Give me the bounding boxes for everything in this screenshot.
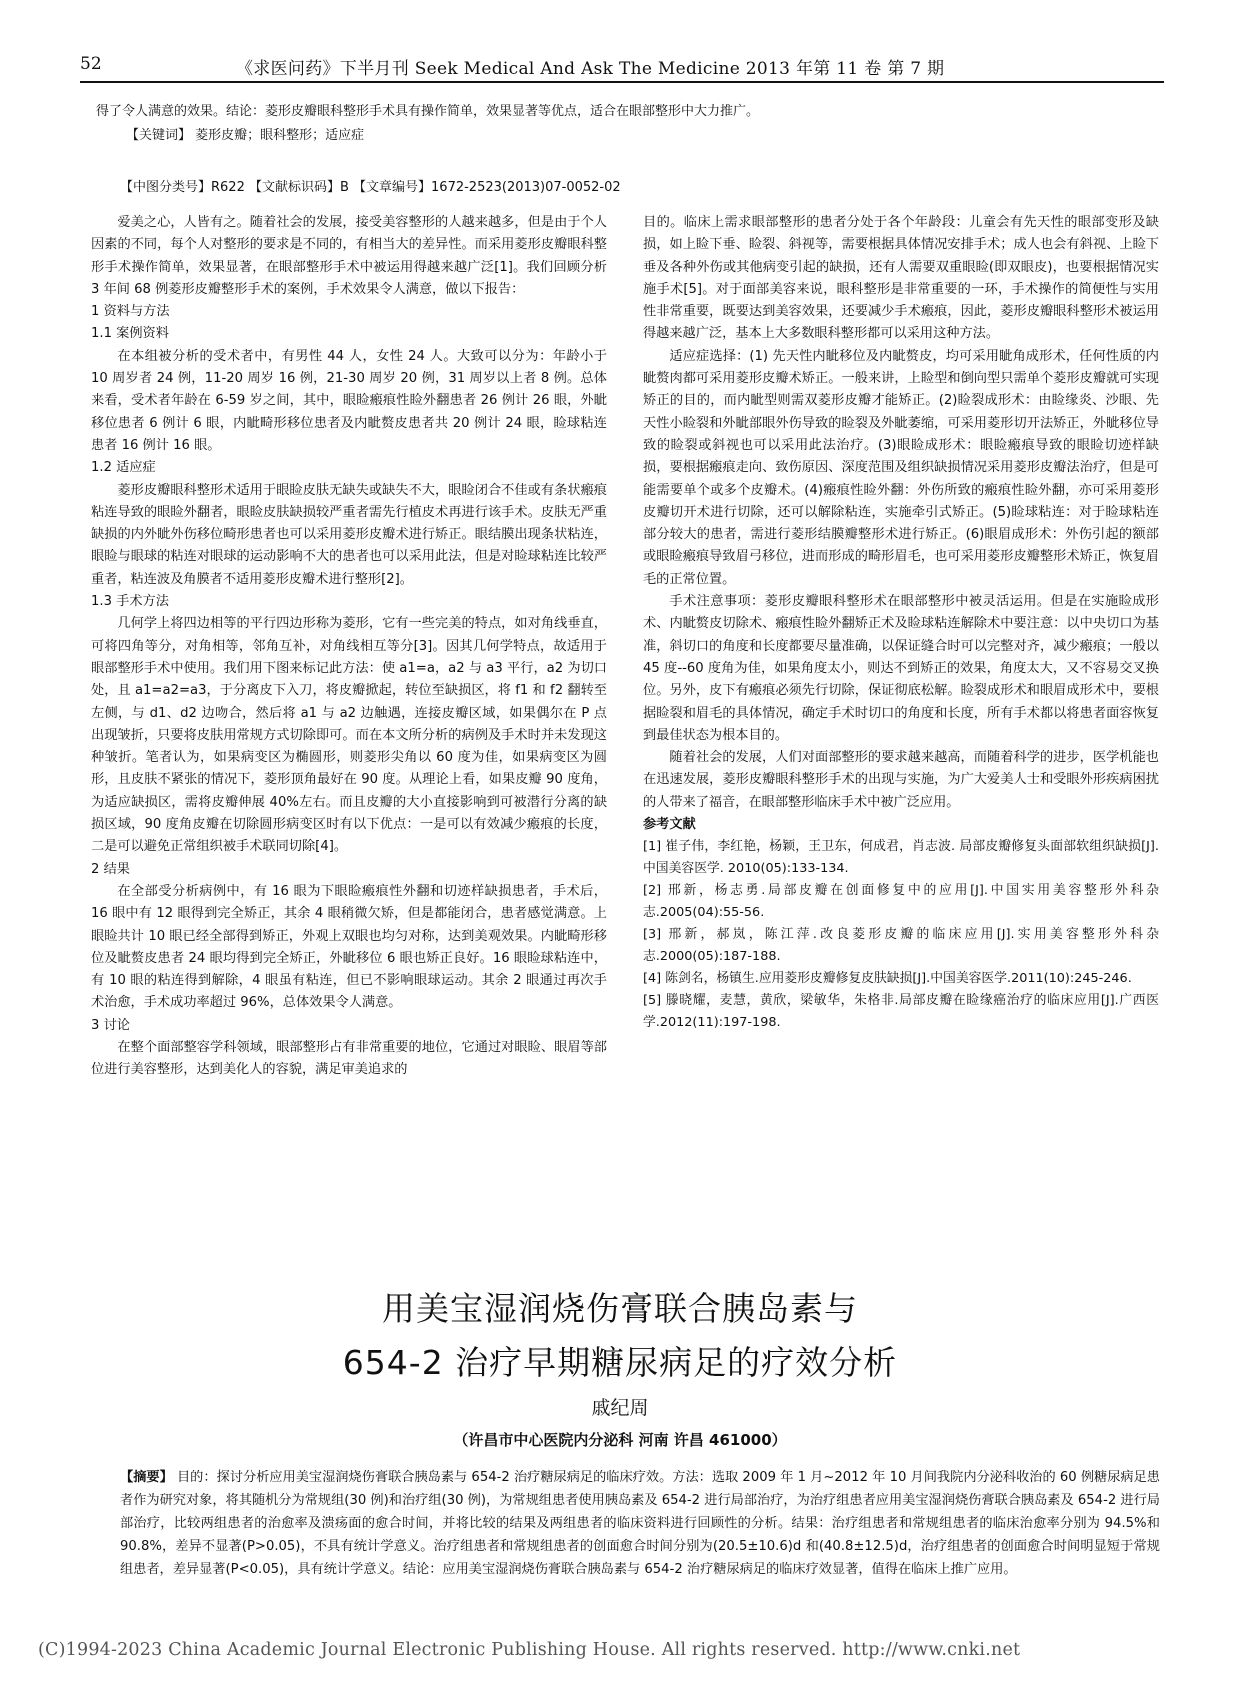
left-col-paragraph: 菱形皮瓣眼科整形术适用于眼睑皮肤无缺失或缺失不大，眼睑闭合不佳或有条状瘢痕粘连导致的眼睑外翻者，眼睑皮肤缺损较严重者需先行植皮术再进行该手术。皮肤无严重缺损的内外眦外伤移位畸形患者也可以采用菱形皮瓣术进行矫正。眼结膜出现条状粘连，眼睑与眼球的粘连对眼球的运动影响不大的患者也可以采用此法，但是对睑球粘连比较严重者，粘连波及角膜者不适用菱形皮瓣术进行整形[2]。 [91,482,607,587]
article2-author: 戚纪周 [591,1397,649,1419]
right-col-paragraph: 适应症选择：(1) 先天性内眦移位及内眦赘皮，均可采用眦角成形术，任何性质的内眦赘肉都可采用菱形皮瓣术矫正。一般来讲，上睑型和倒向型只需单个菱形皮瓣就可实现矫正的目的，而内眦型则需双菱形皮瓣才能矫正。(2)睑裂成形术：由睑缘炎、沙眼、先天性小睑裂和外眦部眼外伤导致的睑裂及外眦萎缩，可采用菱形切开法矫正，外眦移位导致的睑裂或斜视也可以采用此法治疗。(3)眼睑成形术：眼睑瘢痕导致的眼睑切迹样缺损，要根据瘢痕走向、致伤原因、深度范围及组织缺损情况采用菱形皮瓣法治疗，但是可能需要单个或多个皮瓣术。(4)瘢痕性睑外翻：外伤所致的瘢痕性睑外翻，亦可采用菱形皮瓣切开术进行切除，还可以解除粘连，实施牵引式矫正。(5)睑球粘连：对于睑球粘连部分较大的患者，需进行菱形结膜瓣整形术进行矫正。(6)眼眉成形术：外伤引起的额部或眼睑瘢痕导致眉弓移位，进而形成的畸形眉毛，也可采用菱形皮瓣整形术矫正，恢复眉毛的正常位置。 [643,348,1159,587]
journal-title: 《求医问药》下半月刊 Seek Medical And Ask The Medicine 2013 年第 11 卷 第 7 期 [236,59,945,79]
header-rule [80,81,1164,83]
article2-affiliation: （许昌市中心医院内分泌科 河南 许昌 461000） [453,1431,787,1449]
reference-item: [5] 滕晓耀，麦慧，黄欣，梁敏华，朱格非.局部皮瓣在睑缘癌治疗的临床应用[J].广西医学.2012(11):197-198. [643,993,1159,1031]
article1-intro [96,100,1156,148]
abstract-tail: 得了令人满意的效果。结论：菱形皮瓣眼科整形手术具有操作简单，效果显著等优点，适合在眼部整形中大力推广。 [96,104,760,119]
abstract-label: 【摘要】 [120,1470,173,1485]
right-column [643,212,1159,1034]
reference-item: [1] 崔子伟，李红艳，杨颖，王卫东，何成君，肖志波. 局部皮瓣修复头面部软组织缺损[J].中国美容医学. 2010(05):133-134. [643,839,1159,877]
reference-item: [3] 邢新，郝岚，陈江萍.改良菱形皮瓣的临床应用[J].实用美容整形外科杂志.2000(05):187-188. [643,927,1159,965]
left-col-paragraph: 在本组被分析的受术者中，有男性 44 人，女性 24 人。大致可以分为：年龄小于 10 周岁者 24 例，11-20 周岁 16 例，21-30 周岁 20 例，31 周岁以上者 8 例。总体来看，受术者年龄在 6-59 岁之间，其中，眼睑瘢痕性睑外翻患者 26 例计 26 眼，外眦移位患者 6 例计 6 眼，内眦畸形移位患者及内眦赘皮患者共 20 例计 24 眼，睑球粘连患者 16 例计 16 眼。 [91,348,607,453]
left-col-heading: 1.3 手术方法 [91,594,169,610]
classification-line: 【中图分类号】R622 【文献标识码】B 【文章编号】1672-2523(2013)07-0052-02 [120,180,621,195]
right-col-paragraph: 随着社会的发展，人们对面部整形的要求越来越高，而随着科学的进步，医学机能也在迅速发展，菱形皮瓣眼科整形手术的出现与实施，为广大爱美人士和受眼外形疾病困扰的人带来了福音，在眼部整形临床手术中被广泛应用。 [643,750,1159,810]
right-col-paragraph: 手术注意事项：菱形皮瓣眼科整形术在眼部整形中被灵活运用。但是在实施睑成形术、内眦赘皮切除术、瘢痕性睑外翻矫正术及睑球粘连解除术中要注意：以中央切口为基准，斜切口的角度和长度都要尽量准确，以保证缝合时可以完整对齐，减少瘢痕；一般以 45 度--60 度角为佳，如果角度太小，则达不到矫正的效果，角度太大，又不容易交叉换位。另外，皮下有瘢痕必须先行切除，保证彻底松解。睑裂成形术和眼眉成形术中，要根据睑裂和眉毛的具体情况，确定手术时切口的角度和长度，所有手术都以将患者面容恢复到最佳状态为根本目的。 [643,594,1159,743]
references-title: 参考文献 [643,817,696,833]
references-list [643,836,1159,1034]
copyright-footer: (C)1994-2023 China Academic Journal Electronic Publishing House. All rights reserved. http://www.cnki.net [38,1640,1021,1660]
left-col-heading: 3 讨论 [91,1017,130,1033]
left-col-paragraph: 在整个面部整容学科领域，眼部整形占有非常重要的地位，它通过对眼睑、眼眉等部位进行美容整形，达到美化人的容貌，满足审美追求的 [91,1039,607,1078]
left-col-heading: 1 资料与方法 [91,304,170,320]
left-col-heading: 1.1 案例资料 [91,326,169,342]
left-col-paragraph: 在全部受分析病例中，有 16 眼为下眼睑瘢痕性外翻和切迹样缺损患者，手术后，16 眼中有 12 眼得到完全矫正，其余 4 眼稍微欠矫，但是都能闭合，患者感觉满意。上眼睑共计 10 眼已经全部得到矫正，外观上双眼也均匀对称，达到美观效果。内眦畸形移位及眦赘皮患者 24 眼均得到完全矫正，外眦移位 6 眼也矫正良好。16 眼睑球粘连中，有 10 眼的粘连得到解除，4 眼虽有粘连，但已不影响眼球运动。其余 2 眼通过再次手术治愈，手术成功率超过 96%，总体效果令人满意。 [91,883,607,1011]
page-number: 52 [80,54,102,74]
reference-item: [4] 陈剑名，杨镇生.应用菱形皮瓣修复皮肤缺损[J].中国美容医学.2011(10):245-246. [643,971,1132,987]
right-column-body [643,212,1159,814]
article2-abstract [120,1466,1160,1581]
right-col-paragraph: 目的。临床上需求眼部整形的患者分处于各个年龄段：儿童会有先天性的眼部变形及缺损，如上睑下垂、睑裂、斜视等，需要根据具体情况安排手术；成人也会有斜视、上睑下垂及各种外伤或其他病变引起的缺损，还有人需要双重眼睑(即双眼皮)，也要根据情况实施手术[5]。对于面部美容来说，眼科整形是非常重要的一环，手术操作的简便性与实用性非常重要，既要达到美容效果，还要减少手术瘢痕，因此，菱形皮瓣眼科整形术被运用得越来越广泛，基本上大多数眼科整形都可以采用这种方法。 [643,215,1159,342]
left-column [91,212,607,1082]
article2-title-line1: 用美宝湿润烧伤膏联合胰岛素与 [382,1289,858,1328]
keywords: 【关键词】 菱形皮瓣；眼科整形；适应症 [126,128,365,143]
article2-title-line2: 654-2 治疗早期糖尿病足的疗效分析 [342,1343,898,1382]
reference-item: [2] 邢新，杨志勇.局部皮瓣在创面修复中的应用[J].中国实用美容整形外科杂志.2005(04):55-56. [643,883,1159,921]
left-col-paragraph: 几何学上将四边相等的平行四边形称为菱形，它有一些完美的特点，如对角线垂直，可将四角等分，对角相等，邻角互补，对角线相互等分[3]。因其几何学特点，故适用于眼部整形手术中使用。我们用下图来标记此方法：使 a1=a，a2 与 a3 平行，a2 为切口处，且 a1=a2=a3，于分离皮下入刀，将皮瓣掀起，转位至缺损区，将 f1 和 f2 翻转至左侧，与 d1、d2 边吻合，然后将 a1 与 a2 边触遇，连接皮瓣区域，如果偶尔在 P 点出现皱折，只要将皮肤用常规方式切除即可。而在本文所分析的病例及手术时并未发现这种皱折。笔者认为，如果病变区为椭圆形，则菱形尖角以 60 度为佳，如果病变区为圆形，且皮肤不紧张的情况下，菱形顶角最好在 90 度。从理论上看，如果皮瓣 90 度角，为适应缺损区，需将皮瓣伸展 40%左右。而且皮瓣的大小直接影响到可被潜行分离的缺损区域，90 度角皮瓣在切除圆形病变区时有以下优点：一是可以有效减少瘢痕的长度，二是可以避免正常组织被手术联同切除[4]。 [91,616,607,855]
abstract-text: 目的：探讨分析应用美宝湿润烧伤膏联合胰岛素与 654-2 治疗糖尿病足的临床疗效。方法：选取 2009 年 1 月~2012 年 10 月间我院内分泌科收治的 60 例糖尿病足患者作为研究对象，将其随机分为常规组(30 例)和治疗组(30 例)，为常规组患者使用胰岛素及 654-2 进行局部治疗，为治疗组患者应用美宝湿润烧伤膏联合胰岛素及 654-2 进行局部治疗，比较两组患者的治愈率及溃疡面的愈合时间，并将比较的结果及两组患者的临床资料进行回顾性的分析。结果：治疗组患者和常规组患者的临床治愈率分别为 94.5%和 90.8%，差异不显著(P>0.05)，不具有统计学意义。治疗组患者和常规组患者的创面愈合时间分别为(20.5±10.6)d 和(40.8±12.5)d，治疗组患者的创面愈合时间明显短于常规组患者，差异显著(P<0.05)，具有统计学意义。结论：应用美宝湿润烧伤膏联合胰岛素与 654-2 治疗糖尿病足的临床疗效显著，值得在临床上推广应用。 [120,1470,1160,1577]
page-header [80,54,1160,84]
left-col-paragraph: 爱美之心，人皆有之。随着社会的发展，接受美容整形的人越来越多，但是由于个人因素的不同，每个人对整形的要求是不同的，有相当大的差异性。而采用菱形皮瓣眼科整形手术操作简单，效果显著，在眼部整形手术中被运用得越来越广泛[1]。我们回顾分析 3 年间 68 例菱形皮瓣整形手术的案例，手术效果令人满意，做以下报告： [91,215,607,297]
left-col-heading: 1.2 适应症 [91,460,156,476]
left-col-heading: 2 结果 [91,861,130,877]
